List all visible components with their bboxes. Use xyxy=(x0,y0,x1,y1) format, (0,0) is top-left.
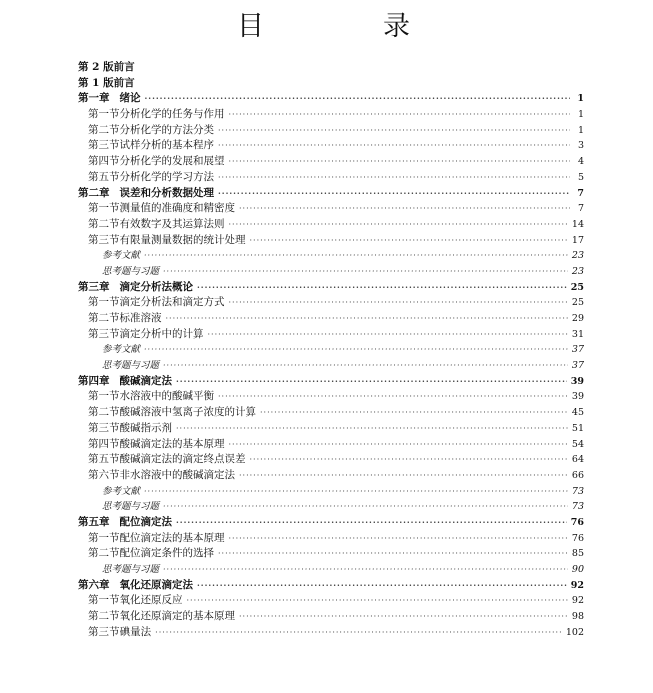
toc-entry-front[interactable] xyxy=(78,76,584,92)
dot-leader xyxy=(218,123,570,139)
toc-entry-section[interactable] xyxy=(78,311,584,327)
toc-entry-title: 酸碱滴定法的基本原理 xyxy=(119,437,225,450)
dot-leader xyxy=(145,91,571,107)
toc-entry-number: 第一节 xyxy=(88,594,120,607)
toc-entry-extra[interactable] xyxy=(78,264,584,280)
toc-entry-title: 参考文献 xyxy=(102,250,141,262)
toc-entry-title: 第 1 版前言 xyxy=(78,76,135,89)
toc-entry-title: 标准溶液 xyxy=(119,312,162,324)
toc-entry-number: 第二节 xyxy=(88,312,120,324)
toc-entry-title: 参考文献 xyxy=(102,485,141,497)
toc-entry-number: 第六章 xyxy=(78,578,110,591)
toc-entry-section[interactable] xyxy=(78,625,584,641)
toc-entry-title: 酸碱滴定法 xyxy=(119,374,172,387)
toc-entry-section[interactable] xyxy=(78,327,584,343)
toc-entry-page: 1 xyxy=(577,109,584,121)
toc-entry-page: 37 xyxy=(571,360,584,372)
toc-entry-page: 73 xyxy=(571,485,584,497)
toc-entry-page: 25 xyxy=(570,281,584,293)
dot-leader xyxy=(208,327,568,343)
toc-entry-title: 配位滴定法的基本原理 xyxy=(119,531,225,544)
dot-leader xyxy=(218,546,568,562)
toc-entry-title: 酸碱指示剂 xyxy=(119,421,172,434)
toc-entry-section[interactable] xyxy=(78,233,584,249)
toc-entry-section[interactable] xyxy=(78,421,584,437)
toc-entry-number: 第四节 xyxy=(88,437,120,450)
toc-entry-number: 第六节 xyxy=(88,468,120,481)
toc-entry-page: 23 xyxy=(571,250,584,262)
toc-entry-front[interactable] xyxy=(78,60,584,76)
toc-entry-number: 第二章 xyxy=(78,186,110,199)
toc-entry-section[interactable] xyxy=(78,138,584,154)
toc-entry-page: 76 xyxy=(571,532,584,544)
toc-entry-chapter[interactable] xyxy=(78,374,584,390)
toc-entry-title: 参考文献 xyxy=(102,344,141,356)
toc-entry-title: 有效数字及其运算法则 xyxy=(119,217,225,230)
toc-entry-title: 分析化学的方法分类 xyxy=(119,123,214,136)
toc-entry-section[interactable] xyxy=(78,468,584,484)
toc-entry-number: 第三节 xyxy=(88,421,120,434)
toc-entry-number: 第五节 xyxy=(88,453,120,466)
toc-entry-page: 1 xyxy=(577,93,584,105)
toc-entry-section[interactable] xyxy=(78,201,584,217)
toc-entry-page: 1 xyxy=(577,124,584,136)
toc-entry-section[interactable] xyxy=(78,437,584,453)
toc-entry-section[interactable] xyxy=(78,609,584,625)
toc-entry-page: 54 xyxy=(571,438,584,450)
toc-entry-title: 滴定分析法和滴定方式 xyxy=(119,296,225,309)
toc-entry-chapter[interactable] xyxy=(78,91,584,107)
toc-entry-page: 3 xyxy=(577,140,584,152)
toc-entry-title: 思考题与习题 xyxy=(102,360,160,372)
toc-entry-chapter[interactable] xyxy=(78,515,584,531)
toc-entry-page: 92 xyxy=(571,595,584,607)
toc-entry-title: 配位滴定条件的选择 xyxy=(119,547,214,560)
toc-entry-page: 76 xyxy=(570,516,584,528)
toc-entry-number: 第二节 xyxy=(88,610,120,623)
toc-entry-title: 氧化还原滴定的基本原理 xyxy=(119,610,235,623)
toc-entry-title: 酸碱滴定法的滴定终点误差 xyxy=(119,453,246,466)
dot-leader xyxy=(229,217,568,233)
toc-entry-page: 29 xyxy=(571,313,584,324)
toc-entry-page: 17 xyxy=(571,234,584,246)
dot-leader xyxy=(176,374,567,390)
toc-entry-page: 45 xyxy=(571,407,584,419)
toc-entry-page: 5 xyxy=(577,171,584,183)
toc-entry-page: 102 xyxy=(565,626,584,638)
toc-entry-number: 第二节 xyxy=(88,217,120,230)
dot-leader xyxy=(163,499,568,515)
toc-entry-section[interactable] xyxy=(78,123,584,139)
toc-entry-section[interactable] xyxy=(78,405,584,421)
dot-leader xyxy=(187,593,568,609)
toc-entry-section[interactable] xyxy=(78,154,584,170)
toc-entry-page: 4 xyxy=(577,156,584,168)
toc-entry-chapter[interactable] xyxy=(78,578,584,594)
toc-entry-number: 第三章 xyxy=(78,280,110,293)
toc-entry-page: 98 xyxy=(571,611,584,623)
dot-leader xyxy=(155,625,562,641)
dot-leader xyxy=(144,248,568,264)
toc-entry-section[interactable] xyxy=(78,452,584,468)
dot-leader xyxy=(239,201,570,217)
toc-entry-section[interactable] xyxy=(78,389,584,405)
toc-entry-page: 14 xyxy=(571,218,584,230)
toc-entry-title: 氧化还原反应 xyxy=(119,594,183,607)
toc-entry-title: 绪论 xyxy=(119,92,141,105)
toc-entry-title: 试样分析的基本程序 xyxy=(119,139,214,152)
dot-leader xyxy=(176,421,568,437)
toc-entry-chapter[interactable] xyxy=(78,280,584,296)
toc-entry-title: 第 2 版前言 xyxy=(78,61,135,73)
toc-entry-number: 第一节 xyxy=(88,202,120,215)
dot-leader xyxy=(163,264,568,280)
toc-entry-page: 90 xyxy=(571,564,584,575)
toc-entry-title: 思考题与习题 xyxy=(102,501,160,513)
toc-entry-title: 酸碱溶液中氢离子浓度的计算 xyxy=(119,406,256,419)
toc-entry-page: 7 xyxy=(577,187,584,199)
toc-entry-number: 第一章 xyxy=(78,92,110,105)
toc-entry-section[interactable] xyxy=(78,295,584,311)
toc-entry-title: 分析化学的学习方法 xyxy=(119,170,214,183)
dot-leader xyxy=(176,515,567,531)
toc-entry-number: 第四节 xyxy=(88,155,120,168)
toc-entry-title: 有限量测量数据的统计处理 xyxy=(119,233,246,246)
dot-leader xyxy=(229,154,571,170)
toc-entry-page: 39 xyxy=(571,391,584,403)
toc-entry-title: 测量值的准确度和精密度 xyxy=(119,202,235,215)
dot-leader xyxy=(218,170,570,186)
dot-leader xyxy=(197,280,567,296)
dot-leader xyxy=(163,358,568,374)
dot-leader xyxy=(260,405,568,421)
toc-entry-section[interactable] xyxy=(78,531,584,547)
toc-entry-title: 碘量法 xyxy=(119,625,152,638)
toc-entry-number: 第一节 xyxy=(88,296,120,309)
dot-leader xyxy=(218,138,570,154)
toc-entry-page: 92 xyxy=(570,579,584,591)
toc-entry-page: 7 xyxy=(577,203,584,215)
toc-entry-number: 第五节 xyxy=(88,170,120,183)
toc-entry-title: 氧化还原滴定法 xyxy=(119,578,193,591)
toc-entry-section[interactable] xyxy=(78,593,584,609)
toc-entry-extra[interactable] xyxy=(78,562,584,578)
toc-entry-number: 第三节 xyxy=(88,139,120,152)
toc-entry-number: 第二节 xyxy=(88,123,120,136)
toc-entry-chapter[interactable] xyxy=(78,186,584,202)
toc-entry-page: 64 xyxy=(571,454,584,466)
toc-entry-number: 第一节 xyxy=(88,108,120,121)
dot-leader xyxy=(218,186,570,202)
toc-entry-number: 第二节 xyxy=(88,406,120,419)
dot-leader xyxy=(250,452,568,468)
toc-entry-extra[interactable] xyxy=(78,342,584,358)
toc-entry-title: 配位滴定法 xyxy=(119,515,172,528)
dot-leader xyxy=(229,107,571,123)
toc-entry-number: 第五章 xyxy=(78,515,110,528)
toc-entry-number: 第二节 xyxy=(88,547,120,560)
toc-entry-number: 第三节 xyxy=(88,327,120,340)
toc-entry-page: 39 xyxy=(570,375,584,387)
toc-entry-section[interactable] xyxy=(78,170,584,186)
table-of-contents xyxy=(78,60,584,640)
dot-leader xyxy=(166,311,568,327)
toc-entry-page: 31 xyxy=(571,328,584,340)
toc-entry-title: 分析化学的发展和展望 xyxy=(119,155,225,168)
toc-entry-section[interactable] xyxy=(78,107,584,123)
toc-entry-extra[interactable] xyxy=(78,499,584,515)
dot-leader xyxy=(229,295,568,311)
toc-entry-section[interactable] xyxy=(78,546,584,562)
toc-entry-extra[interactable] xyxy=(78,248,584,264)
dot-leader xyxy=(250,233,568,249)
page-title: 目 录 xyxy=(237,11,456,42)
dot-leader xyxy=(229,531,568,547)
dot-leader xyxy=(144,484,568,500)
toc-entry-title: 思考题与习题 xyxy=(102,265,160,277)
toc-entry-page: 85 xyxy=(571,548,584,560)
toc-entry-title: 滴定分析法概论 xyxy=(119,280,193,293)
toc-entry-page: 37 xyxy=(571,344,584,356)
toc-entry-title: 水溶液中的酸碱平衡 xyxy=(119,390,214,403)
toc-entry-page: 25 xyxy=(571,297,584,309)
toc-entry-title: 非水溶液中的酸碱滴定法 xyxy=(119,468,235,481)
toc-entry-number: 第三节 xyxy=(88,625,120,638)
toc-entry-page: 23 xyxy=(571,265,584,277)
toc-entry-section[interactable] xyxy=(78,217,584,233)
dot-leader xyxy=(239,609,568,625)
dot-leader xyxy=(218,389,568,405)
toc-entry-number: 第一节 xyxy=(88,390,120,403)
toc-entry-number: 第三节 xyxy=(88,233,120,246)
toc-entry-page: 73 xyxy=(571,501,584,513)
toc-entry-number: 第一节 xyxy=(88,531,120,544)
toc-entry-title: 思考题与习题 xyxy=(102,564,160,575)
toc-entry-title: 滴定分析中的计算 xyxy=(119,327,204,340)
toc-entry-extra[interactable] xyxy=(78,484,584,500)
dot-leader xyxy=(239,468,568,484)
toc-entry-page: 66 xyxy=(571,469,584,481)
toc-entry-page: 51 xyxy=(571,422,584,434)
toc-entry-extra[interactable] xyxy=(78,358,584,374)
dot-leader xyxy=(229,437,568,453)
dot-leader xyxy=(163,562,568,578)
toc-entry-number: 第四章 xyxy=(78,374,110,387)
toc-entry-title: 分析化学的任务与作用 xyxy=(119,108,225,121)
dot-leader xyxy=(144,342,568,358)
dot-leader xyxy=(197,578,567,594)
toc-entry-title: 误差和分析数据处理 xyxy=(119,186,214,199)
